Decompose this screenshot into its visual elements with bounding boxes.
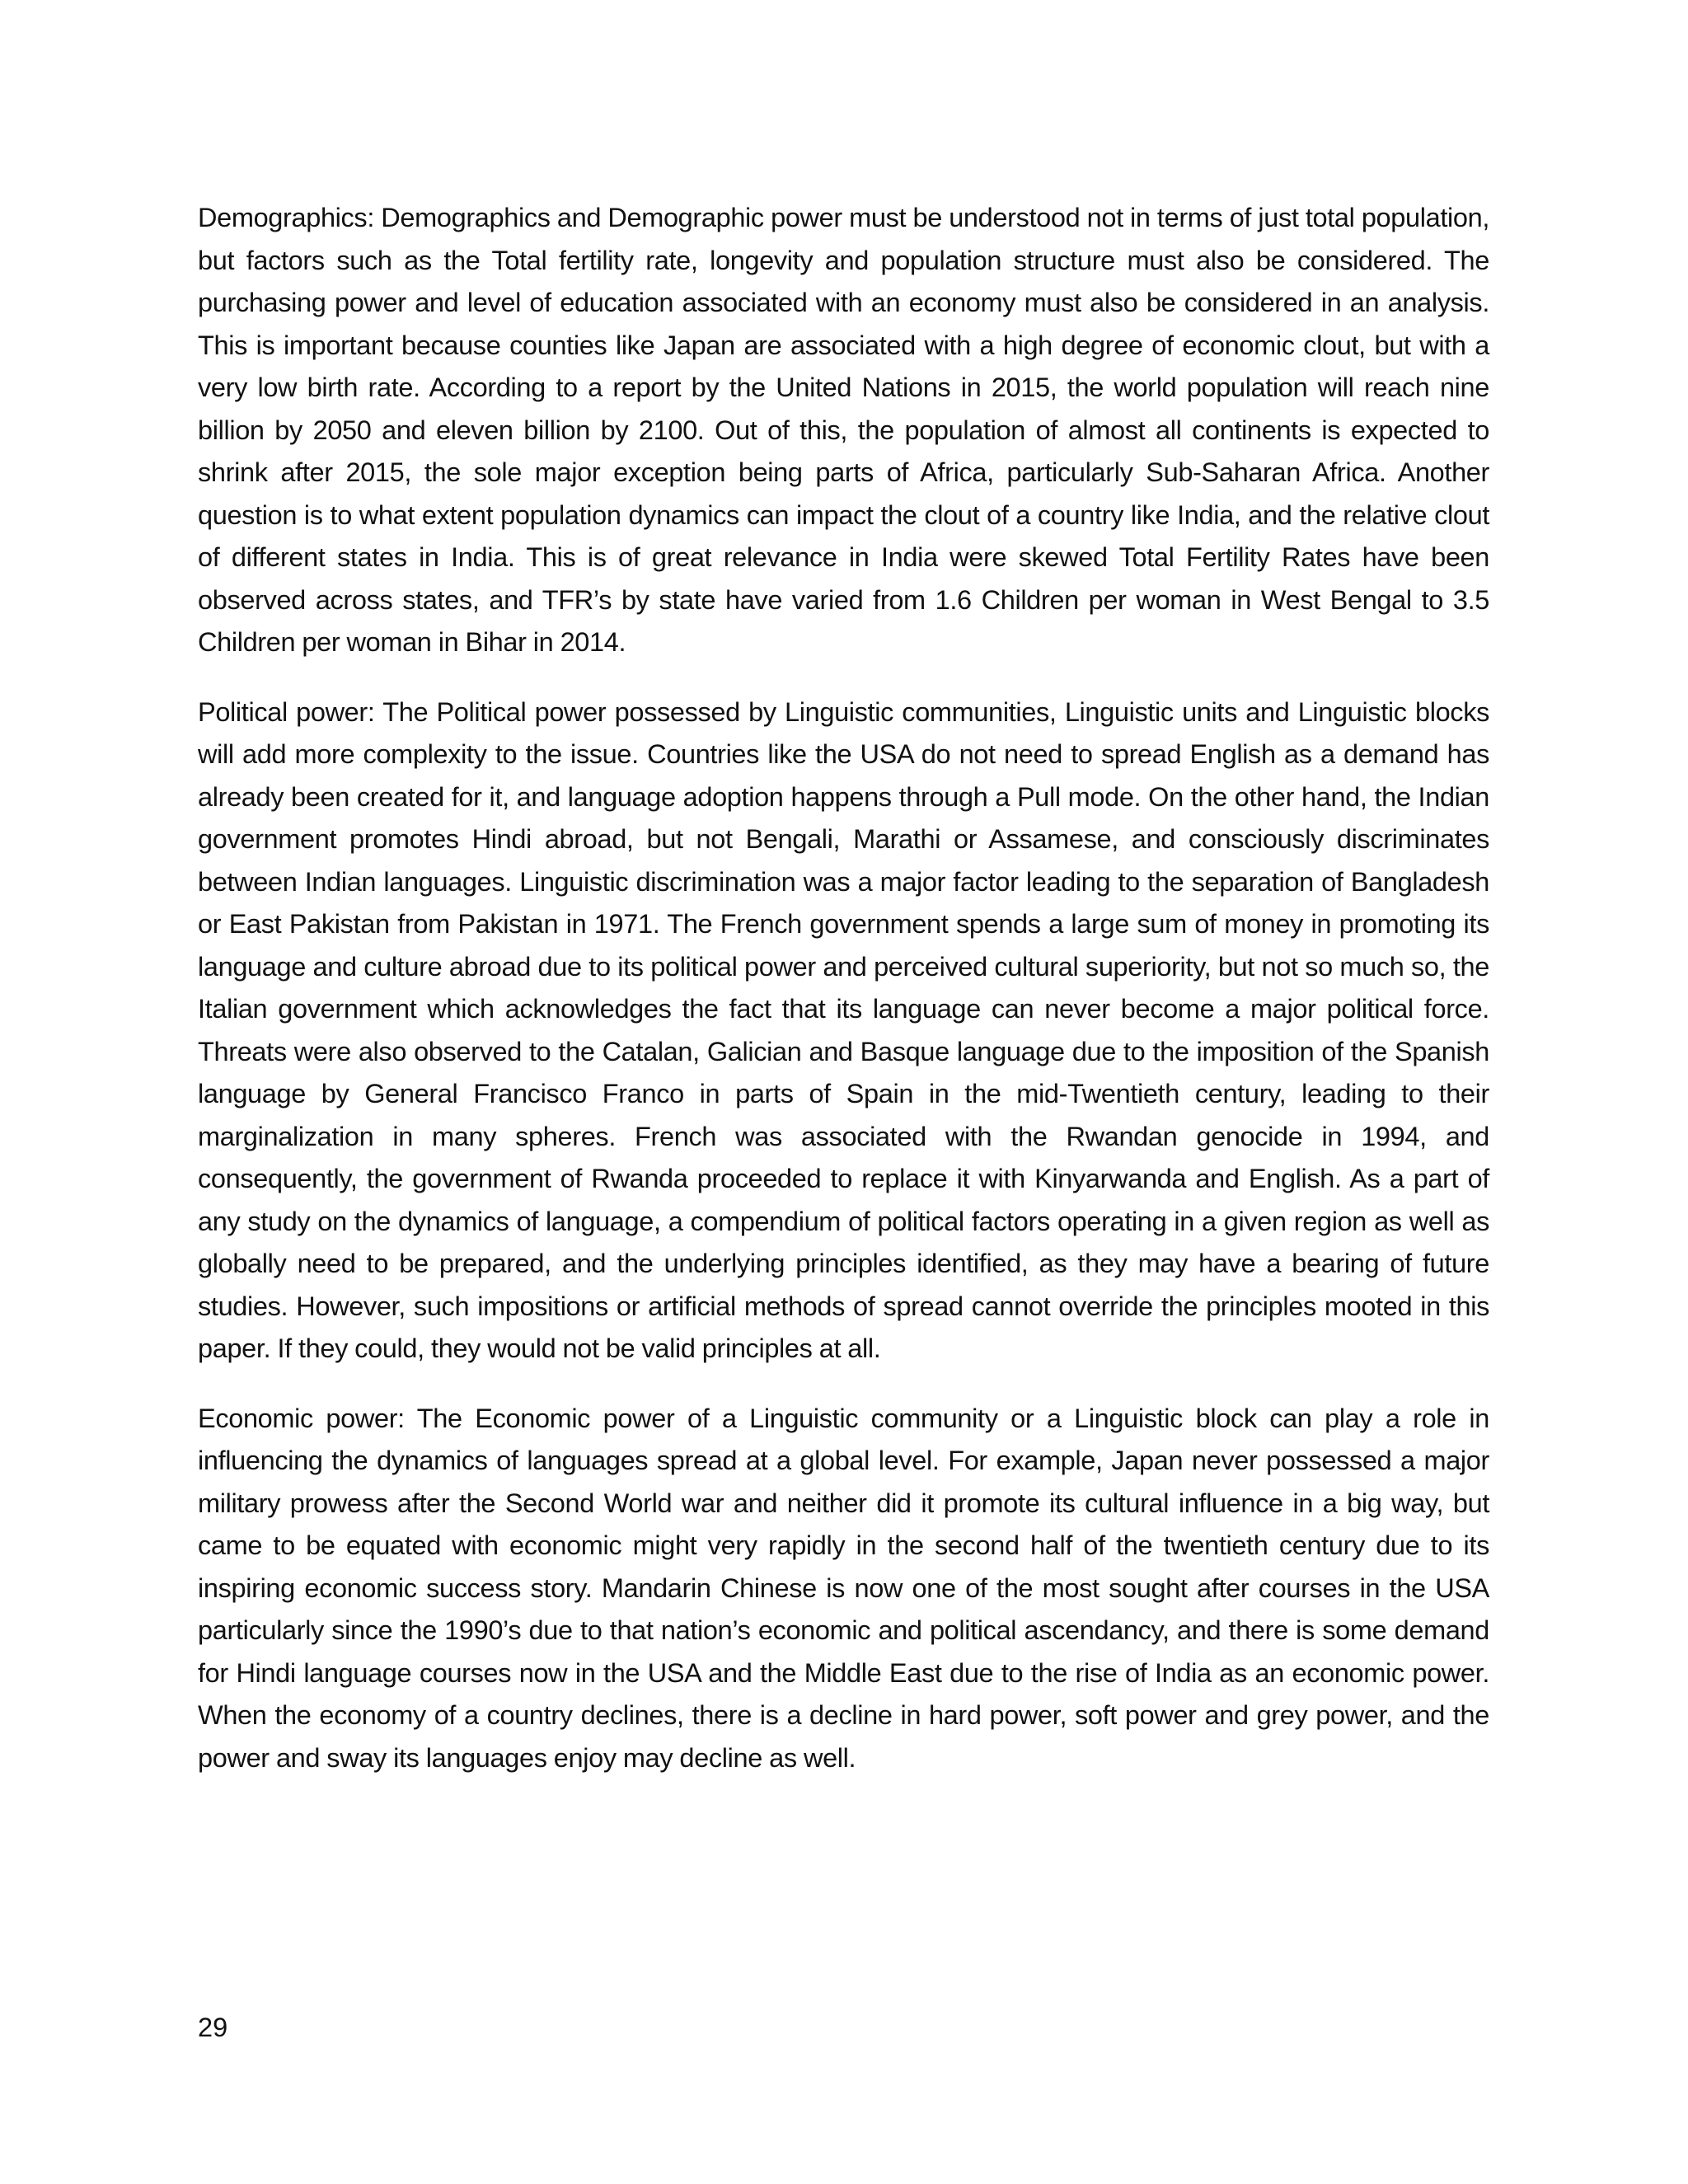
paragraph-demographics: Demographics: Demographics and Demographic power must be understood not in terms of just total population, but factors such as the Total fertility rate, longevity and population structure must also be considered. The purchasing power and level of education associated with an economy must also be considered in an analysis. This is important because counties like Japan are associated with a high degree of economic clout, but with a very low birth rate. According to a report by the United Nations in 2015, the world population will reach nine billion by 2050 and eleven billion by 2100. Out of this, the population of almost all continents is expected to shrink after 2015, the sole major exception being parts of Africa, particularly Sub-Saharan Africa. Another question is to what extent population dynamics can impact the clout of a country like India, and the relative clout of different states in India. This is of great relevance in India were skewed Total Fertility Rates have been observed across states, and TFR’s by state have varied from 1.6 Children per woman in West Bengal to 3.5 Children per woman in Bihar in 2014. (198, 203, 1489, 657)
paragraph-economic-power: Economic power: The Economic power of a Linguistic community or a Linguistic block can play a role in influencing the dynamics of languages spread at a global level. For example, Japan never possessed a major military prowess after the Second World war and neither did it promote its cultural influence in a big way, but came to be equated with economic might very rapidly in the second half of the twentieth century due to its inspiring economic success story. Mandarin Chinese is now one of the most sought after courses in the USA particularly since the 1990’s due to that nation’s economic and political ascendancy, and there is some demand for Hindi language courses now in the USA and the Middle East due to the rise of India as an economic power. When the economy of a country declines, there is a decline in hard power, soft power and grey power, and the power and sway its languages enjoy may decline as well. (198, 1403, 1489, 1773)
page-number: 29 (198, 2013, 228, 2042)
paragraph-political-power: Political power: The Political power possessed by Linguistic communities, Linguistic units and Linguistic blocks will add more complexity to the issue. Countries like the USA do not need to spread English as a demand has already been created for it, and language adoption happens through a Pull mode. On the other hand, the Indian government promotes Hindi abroad, but not Bengali, Marathi or Assamese, and consciously discriminates between Indian languages. Linguistic discrimination was a major factor leading to the separation of Bangladesh or East Pakistan from Pakistan in 1971. The French government spends a large sum of money in promoting its language and culture abroad due to its political power and perceived cultural superiority, but not so much so, the Italian government which acknowledges the fact that its language can never become a major political force. Threats were also observed to the Catalan, Galician and Basque language due to the imposition of the Spanish language by General Francisco Franco in parts of Spain in the mid-Twentieth century, leading to their marginalization in many spheres. French was associated with the Rwandan genocide in 1994, and consequently, the government of Rwanda proceeded to replace it with Kinyarwanda and English. As a part of any study on the dynamics of language, a compendium of political factors operating in a given region as well as globally need to be prepared, and the underlying principles identified, as they may have a bearing of future studies. However, such impositions or artificial methods of spread cannot override the principles mooted in this paper. If they could, they would not be valid principles at all. (198, 696, 1489, 1363)
page-body (198, 197, 1489, 1807)
